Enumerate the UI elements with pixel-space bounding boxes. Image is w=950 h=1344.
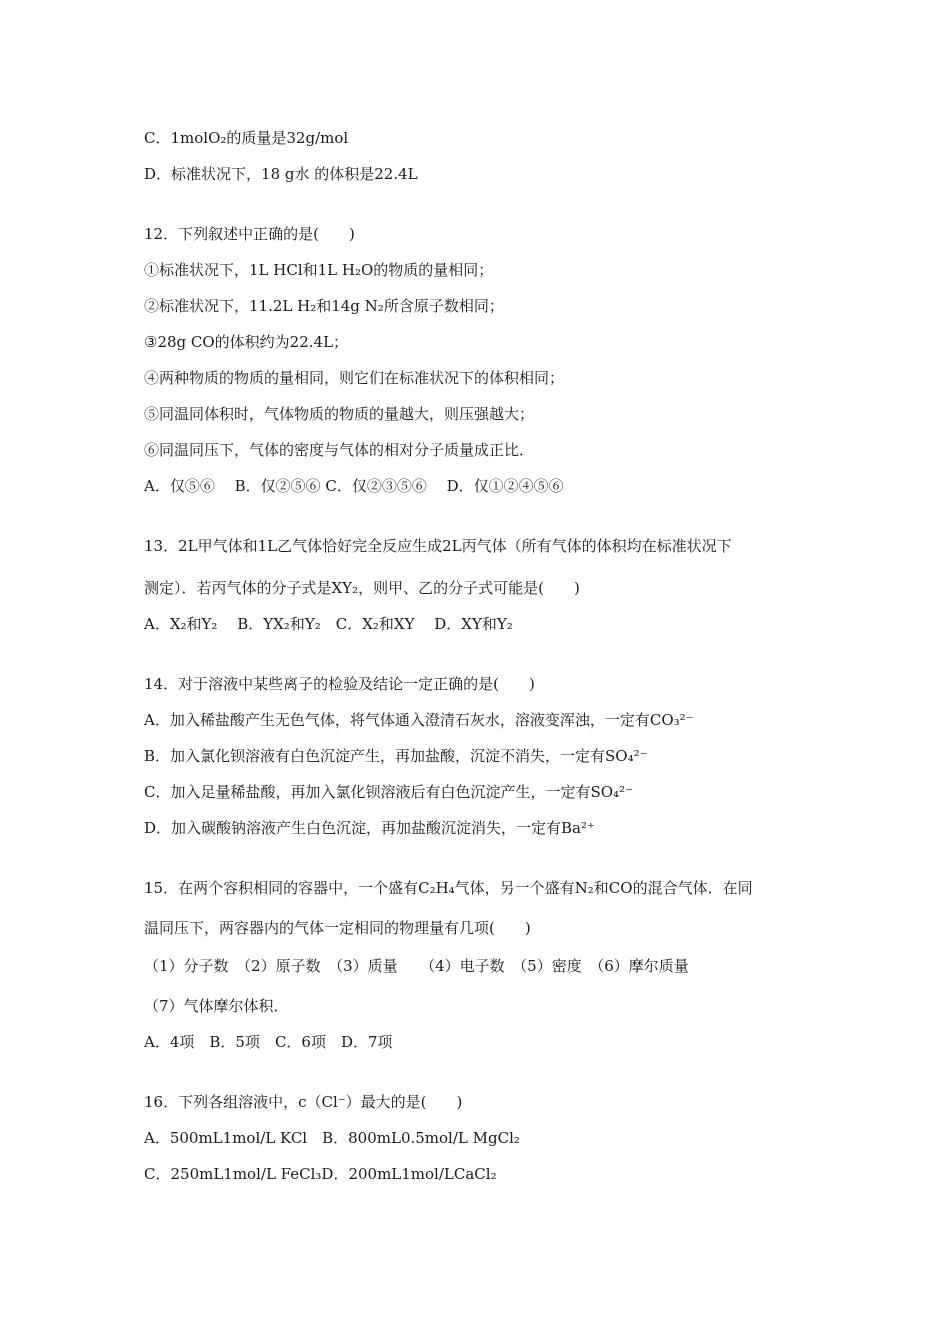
q12-item-4: ④两种物质的物质的量相同，则它们在标准状况下的体积相同； bbox=[144, 369, 565, 387]
q11-option-d: D．标准状况下，18 g水 的体积是22.4L bbox=[144, 165, 418, 183]
q11-option-c: C．1molO₂的质量是32g/mol bbox=[144, 129, 349, 147]
q16-options-line1: A．500mL1mol/L KCl B．800mL0.5mol/L MgCl₂ bbox=[144, 1129, 520, 1147]
q12-item-6: ⑥同温同压下，气体的密度与气体的相对分子质量成正比． bbox=[144, 441, 535, 459]
q14-option-d: D．加入碳酸钠溶液产生白色沉淀，再加盐酸沉淀消失，一定有Ba²⁺ bbox=[144, 819, 595, 837]
q13-stem-line1: 13．2L甲气体和1L乙气体恰好完全反应生成2L丙气体（所有气体的体积均在标准状况下 bbox=[144, 537, 732, 555]
q12-item-3: ③28g CO的体积约为22.4L； bbox=[144, 333, 349, 351]
q16-options-line2: C．250mL1mol/L FeCl₃D．200mL1mol/LCaCl₂ bbox=[144, 1165, 497, 1183]
q14-stem: 14．对于溶液中某些离子的检验及结论一定正确的是( ) bbox=[144, 675, 535, 693]
q14-option-c: C．加入足量稀盐酸，再加入氯化钡溶液后有白色沉淀产生，一定有SO₄²⁻ bbox=[144, 783, 633, 801]
q12-item-2: ②标准状况下，11.2L H₂和14g N₂所含原子数相同； bbox=[144, 297, 504, 315]
q15-items-line1: （1）分子数 （2）原子数 （3）质量 （4）电子数 （5）密度 （6）摩尔质量 bbox=[144, 957, 689, 975]
q12-item-1: ①标准状况下，1L HCl和1L H₂O的物质的量相同； bbox=[144, 261, 494, 279]
q14-option-a: A．加入稀盐酸产生无色气体，将气体通入澄清石灰水，溶液变浑浊，一定有CO₃²⁻ bbox=[144, 711, 694, 729]
q15-stem-line2: 温同压下，两容器内的气体一定相同的物理量有几项( ) bbox=[144, 919, 531, 937]
q12-stem: 12．下列叙述中正确的是( ) bbox=[144, 225, 355, 243]
q12-options: A．仅⑤⑥ B．仅②⑤⑥ C．仅②③⑤⑥ D．仅①②④⑤⑥ bbox=[144, 477, 564, 495]
q12-item-5: ⑤同温同体积时，气体物质的物质的量越大，则压强越大； bbox=[144, 405, 535, 423]
q15-stem-line1: 15．在两个容积相同的容器中，一个盛有C₂H₄气体，另一个盛有N₂和CO的混合气体．在同 bbox=[144, 879, 753, 897]
q14-option-b: B．加入氯化钡溶液有白色沉淀产生，再加盐酸，沉淀不消失，一定有SO₄²⁻ bbox=[144, 747, 648, 765]
q13-options: A．X₂和Y₂ B．YX₂和Y₂ C．X₂和XY D．XY和Y₂ bbox=[144, 615, 513, 633]
q13-stem-line2: 测定）．若丙气体的分子式是XY₂，则甲、乙的分子式可能是( ) bbox=[144, 579, 580, 597]
q15-options: A．4项 B．5项 C．6项 D．7项 bbox=[144, 1033, 393, 1051]
q16-stem: 16．下列各组溶液中，c（Cl⁻）最大的是( ) bbox=[144, 1093, 463, 1111]
q15-items-line2: （7）气体摩尔体积． bbox=[144, 997, 289, 1015]
